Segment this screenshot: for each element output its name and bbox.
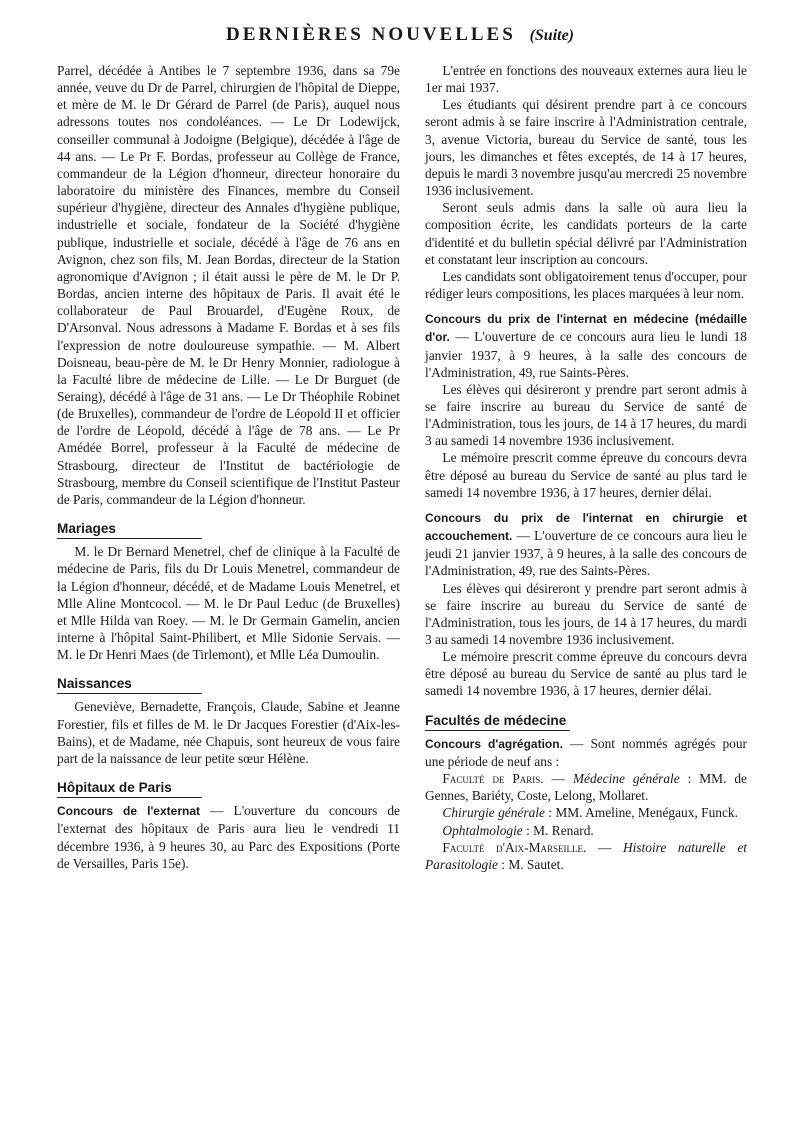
chir-spec: Chirurgie générale: [442, 805, 545, 821]
paris-dash: —: [543, 771, 573, 787]
naissances-text: Geneviève, Bernadette, François, Claude, Sabine et Jeanne Forestier, fils et filles de M. le Dr Jacques Forestier (d'Aix-les-Bains), et de Madame, née Chapuis, sont heureux de vous faire part de la naissance de leur petite sœur Hélène.: [57, 699, 400, 766]
mariages-text: M. le Dr Bernard Menetrel, chef de clinique à la Faculté de médecine de Paris, fils du Dr Louis Menetrel, commandeur de la Légion d'honneur, décédé, et de Madame Louis Menetrel, et Mlle Aline Montcocol. — M. le Dr Paul Leduc (de Bruxelles) et Mlle Hilda van Roey. — M. le Dr Germain Gamelin, ancien interne à l'hôpital Saint-Philibert, et Mlle Sidonie Servais. — M. le Dr Henri Maes (de Tirlemont), et Mlle Léa Dumoulin.: [57, 544, 400, 663]
naissances-heading: Naissances: [57, 675, 202, 694]
medecine-label: Concours du prix de l'internat en médecine (médaille d'or.: [425, 312, 747, 345]
aix-names: : M. Sautet.: [497, 856, 564, 872]
page-title: DERNIÈRES NOUVELLES: [225, 24, 516, 45]
right-column: [425, 62, 747, 873]
medecine-p2: Les élèves qui désireront y prendre part seront admis à se faire inscrire au bureau du Service de santé de l'Administration, tous les jours, de 14 à 17 heures, du mardi 3 au samedi 14 novembre 1936 inclusivement.: [425, 381, 747, 449]
facultes-heading: Facultés de médecine: [425, 712, 570, 731]
paris-label: Faculté de Paris.: [442, 771, 544, 787]
medecine-paragraph: [425, 310, 747, 381]
aix-label: Faculté d'Aix-Marseille.: [442, 839, 587, 855]
aix-paragraph: [425, 839, 747, 873]
ophtalmologie-paragraph: [425, 822, 747, 839]
necrologie-text: Parrel, décédée à Antibes le 7 septembre 1936, dans sa 79e année, veuve du Dr de Parrel, chirurgien de l'hôpital de Dieppe, et mère de M. le Dr Gérard de Parrel (de Paris), auquel nous adressons toutes nos condoléances. — Le Dr Lodewijck, conseiller communal à Jodoigne (Belgique), décédée à l'âge de 44 ans. — Le Pr F. Bordas, professeur au Collège de France, commandeur de la Légion d'honneur, directeur honoraire du laboratoire du ministère des Finances, membre du Conseil supérieur d'hygiène, directeur des Annales d'hygiène publique, industrielle et sociale, fondateur de la Société d'hygiène publique, industrielle et sociale, décédé à l'âge de 76 ans en Avignon, chez son fils, M. Jean Bordas, directeur de la Station agronomique d'Avignon ; il était aussi le père de M. le Dr P. Bordas, ancien interne des hôpitaux de Paris. Il avait été le collaborateur de Paul Brouardel, d'Eugène Roux, de D'Arsonval. Nous adressons à Madame F. Bordas et à ses fils l'expression de notre douloureuse sympathie. — M. Albert Doisneau, beau-père de M. le Dr Henry Monnier, radiologue à la Faculté libre de médecine de Lille. — Le Dr Burguet (de Seraing), décédé à l'âge de 31 ans. — Le Dr Théophile Robinet (de Bruxelles), commandeur de l'ordre de Léopold II et officier de l'ordre de Léopold, décédé à l'âge de 78 ans. — Le Pr Amédée Borrel, professeur à la Faculté de médecine de Strasbourg, directeur de l'Institut de bactériologie de Strasbourg, membre du Conseil scientifique de l'Institut Pasteur de Paris, commandeur de la Légion d'honneur.: [57, 63, 400, 507]
mariages-heading: Mariages: [57, 520, 202, 539]
chirurgie-p2: Les élèves qui désireront y prendre part seront admis à se faire inscrire au bureau du Service de santé de l'Administration, tous les jours, de 14 à 17 heures, du mardi 3 au samedi 14 novembre 1936 inclusivement.: [425, 580, 747, 647]
aix-spec: Histoire naturelle et Parasitologie: [425, 839, 747, 872]
page-title-suite: (Suite): [529, 27, 575, 44]
externat-p1: L'entrée en fonctions des nouveaux externes aura lieu le 1er mai 1937.: [425, 63, 747, 96]
externat-p3: Seront seuls admis dans la salle où aura lieu la composition écrite, les candidats porteurs de la carte d'identité et du bulletin spécial délivré par l'Administration et constatant leur inscription au concours.: [425, 200, 747, 267]
agregation-paragraph: [425, 735, 747, 770]
externat-paragraph: [57, 802, 400, 872]
chirurgie-paragraph: [425, 509, 747, 580]
ophtal-spec: Ophtalmologie: [442, 822, 523, 838]
externat-p2: Les étudiants qui désirent prendre part à ce concours seront admis à se faire inscrire à l'Administration centrale, 3, avenue Victoria, bureau du Service de santé, tous les jours, les dimanches et fêtes exceptés, de 14 à 17 heures, depuis le mardi 3 novembre jusqu'au mercredi 25 novembre 1936 inclusivement.: [425, 97, 747, 199]
left-column: [57, 62, 400, 872]
paris-spec: Médecine générale: [572, 771, 680, 787]
aix-dash: —: [586, 839, 623, 855]
paris-names: : MM. de Gennes, Bariéty, Coste, Lelong, Mollaret.: [425, 771, 747, 804]
externat-text: — L'ouverture du concours de l'externat des hôpitaux de Paris aura lieu le vendredi 11 décembre 1936, à 9 heures 30, au Parc des Expositions (Porte de Versailles, Paris 15e).: [57, 803, 400, 871]
chirurgie-generale-paragraph: [425, 804, 747, 821]
ophtal-names: : M. Renard.: [522, 822, 594, 838]
hopitaux-heading: Hôpitaux de Paris: [57, 779, 202, 798]
chirurgie-label: Concours du prix de l'internat en chirurgie et accouchement.: [425, 510, 747, 544]
medecine-p3: Le mémoire prescrit comme épreuve du concours devra être déposé au bureau du Service de santé au plus tard le samedi 14 novembre 1936, à 17 heures, dernier délai.: [425, 450, 747, 500]
chirurgie-p3: Le mémoire prescrit comme épreuve du concours devra être déposé au bureau du Service de santé au plus tard le samedi 14 novembre 1936, à 17 heures, dernier délai.: [425, 649, 747, 699]
page-header: [0, 24, 800, 46]
chirurgie-text: — L'ouverture de ce concours aura lieu le jeudi 21 janvier 1937, à 9 heures, à la salle des concours de l'Administration, 49, rue des Saints-Pères.: [425, 528, 747, 579]
externat-label: Concours de l'externat: [57, 804, 200, 819]
externat-p4: Les candidats sont obligatoirement tenus d'occuper, pour rédiger leurs compositions, les places marquées à leur nom.: [425, 268, 747, 302]
agregation-label: Concours d'agrégation.: [425, 736, 563, 751]
agregation-text: — Sont nommés agrégés pour une période de neuf ans :: [425, 735, 748, 769]
medecine-text: — L'ouverture de ce concours aura lieu le lundi 18 janvier 1937, à 9 heures, à la salle des concours de l'Administration, 49, rue Saints-Pères.: [425, 329, 747, 380]
paris-paragraph: [425, 770, 747, 804]
chir-names: : MM. Ameline, Menégaux, Funck.: [544, 805, 738, 821]
